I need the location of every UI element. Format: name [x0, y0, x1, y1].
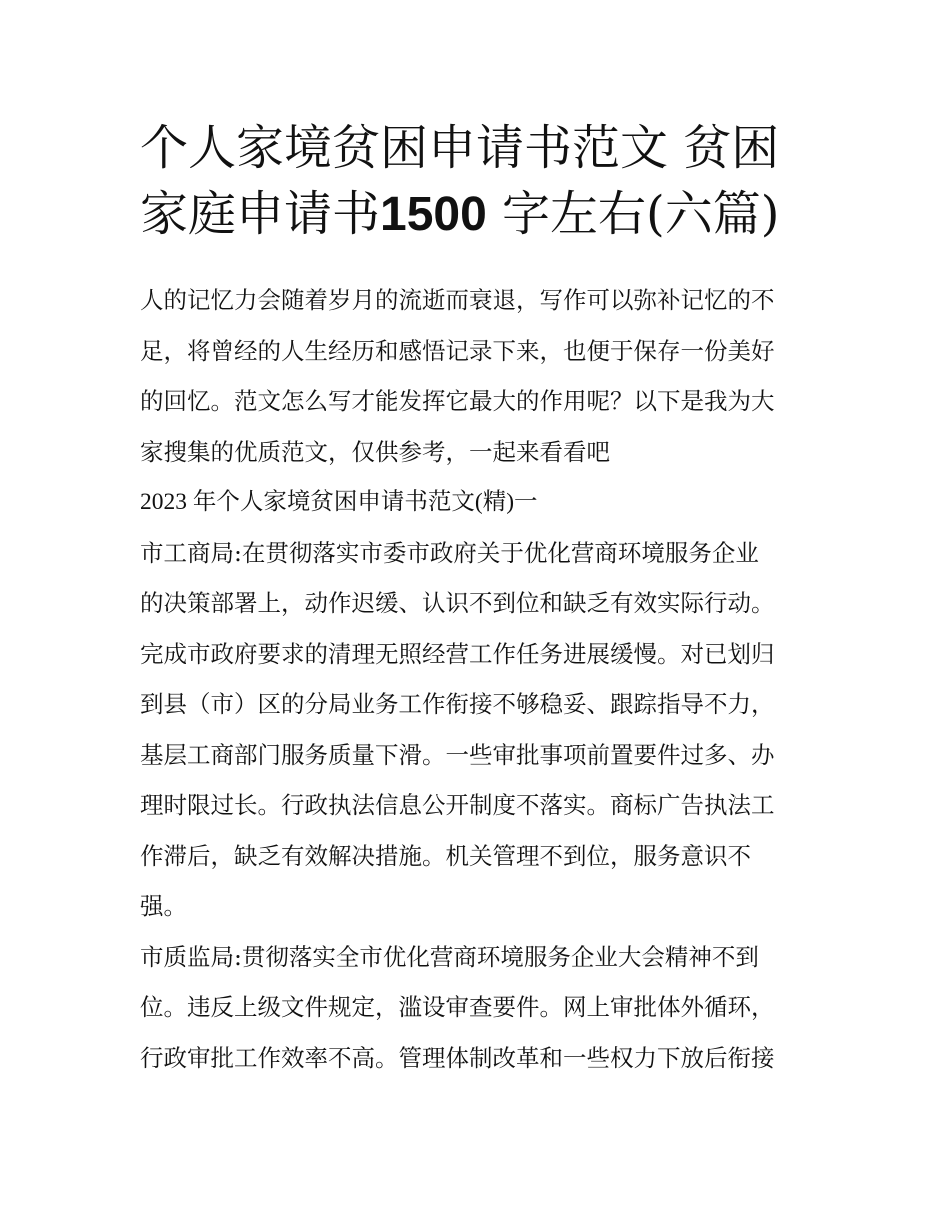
text-line: 家搜集的优质范文，仅供参考，一起来看看吧 — [140, 437, 610, 466]
intro-paragraph — [140, 275, 830, 477]
text-line: 强。 — [140, 892, 187, 920]
text-line: 行政审批工作效率不高。管理体制改革和一些权力下放后衔接 — [140, 1043, 775, 1072]
text-line: 完成市政府要求的清理无照经营工作任务进展缓慢。对已划归 — [140, 639, 775, 668]
text-line: 作滞后，缺乏有效解决措施。机关管理不到位，服务意识不 — [140, 841, 751, 870]
title-line-1: 个人家境贫困申请书范文 贫困 — [140, 120, 780, 176]
text-line: 基层工商部门服务质量下滑。一些审批事项前置要件过多、办 — [140, 740, 775, 769]
title-line-2: 家庭申请书1500 字左右(六篇) — [140, 186, 780, 242]
document-body — [140, 275, 830, 1083]
body-paragraph-quality-supervision — [140, 932, 830, 1084]
text-line: 市工商局:在贯彻落实市委市政府关于优化营商环境服务企业 — [140, 538, 759, 567]
text-line: 人的记忆力会随着岁月的流逝而衰退，写作可以弥补记忆的不 — [140, 286, 775, 314]
section-heading-text: 2023 年个人家境贫困申请书范文(精)一 — [140, 489, 538, 515]
text-line: 足，将曾经的人生经历和感悟记录下来，也便于保存一份美好 — [140, 336, 775, 365]
section-heading — [140, 477, 830, 528]
text-line: 理时限过长。行政执法信息公开制度不落实。商标广告执法工 — [140, 791, 775, 819]
text-line: 位。违反上级文件规定，滥设审查要件。网上审批体外循环， — [140, 993, 775, 1021]
text-line: 的回忆。范文怎么写才能发挥它最大的作用呢？以下是我为大 — [140, 387, 775, 415]
text-line: 的决策部署上，动作迟缓、认识不到位和缺乏有效实际行动。 — [140, 589, 775, 617]
text-line: 到县（市）区的分局业务工作衔接不够稳妥、跟踪指导不力， — [140, 690, 775, 718]
text-line: 市质监局:贯彻落实全市优化营商环境服务企业大会精神不到 — [140, 942, 759, 971]
body-paragraph-industry-commerce — [140, 528, 830, 932]
document-title — [140, 115, 830, 247]
